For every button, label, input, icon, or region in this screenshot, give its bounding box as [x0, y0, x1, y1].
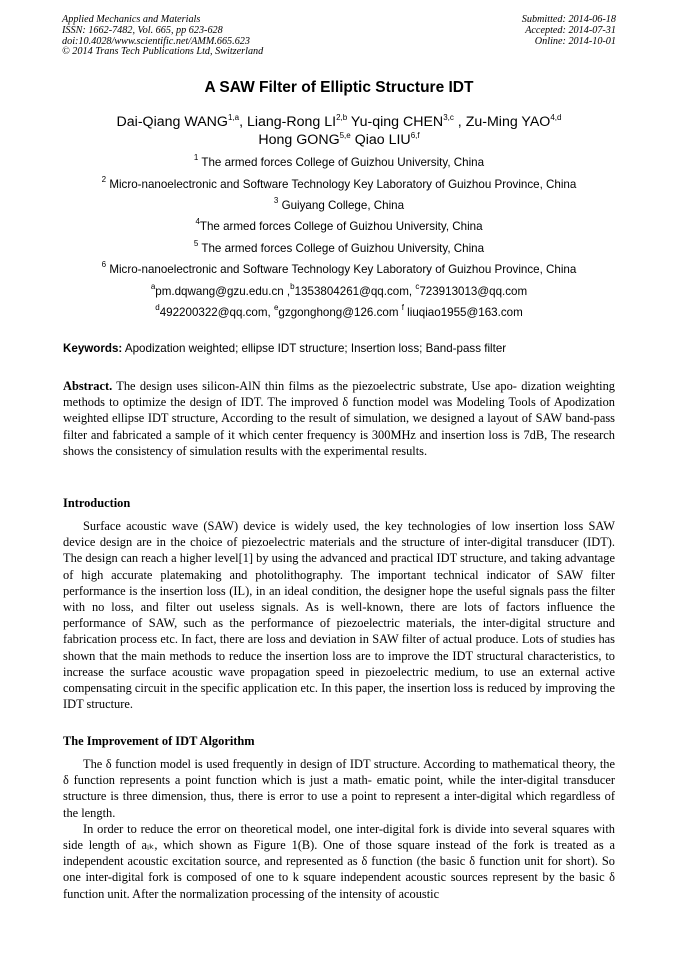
author-affiliation-mark: 2,b: [336, 113, 348, 122]
paper-title: A SAW Filter of Elliptic Structure IDT: [204, 79, 474, 96]
affiliation: $^1$ The armed forces College of Guizhou University, China: [193, 153, 485, 169]
journal-header-right: [522, 15, 616, 47]
author-name: Yu-qing CHEN: [350, 114, 444, 130]
affiliation: $^6$ Micro-nanoelectronic and Software Technology Key Laboratory of Guizhou Province, China: [101, 260, 577, 276]
paragraph: In order to reduce the error on theoretical model, one inter-digital fork is divide into several squares with side length of aᵢₖ, which shown as Figure 1(B). One of those square instead of the fork is treated as a independent acoustic excitation source, and represented as δ function (the basic δ function unit for short). So one inter-digital fork is composed of one to k square independent acoustic sources represent by the basic δ function unit. After the normalization processing of the intensity of acoustic: [63, 821, 615, 901]
author-name: Zu-Ming YAO: [465, 114, 551, 130]
journal-copyright: © 2014 Trans Tech Publications Ltd, Switzerland: [62, 46, 264, 58]
author-list: [0, 113, 678, 149]
author-affiliation-mark: 6,f: [410, 131, 420, 140]
affiliation: $^3$ Guiyang College, China: [273, 196, 405, 212]
email-link[interactable]: gzgonghong@126.com: [278, 306, 402, 319]
author-affiliation-mark: 3,c: [443, 113, 454, 122]
email-link[interactable]: pm.dqwang@gzu.edu.cn ,: [155, 285, 291, 298]
introduction-text: [63, 518, 615, 712]
abstract-label: Abstract.: [63, 379, 113, 393]
online-date: Online: 2014-10-01: [534, 35, 616, 47]
improvement-text: [63, 756, 615, 902]
journal-name: Applied Mechanics and Materials: [62, 14, 201, 25]
author-affiliation-mark: 5,e: [339, 131, 351, 140]
abstract: [63, 378, 615, 459]
affiliation: $^4$The armed forces College of Guizhou University, China: [195, 217, 483, 233]
paragraph: Surface acoustic wave (SAW) device is widely used, the key technologies of low insertion loss SAW device design are in the choice of piezoelectric materials and the structure of inter-digital transducer (IDT). The design can reach a higher level[1] by using the advanced and practical IDT structure, and taking advantage of high accurate platemaking and photolithography. The important technical indicator of SAW filter performance is the insertion loss (IL), in an ideal condition, the designer hope the useful signals pass the filter with no loss, and filter out useless signals. As is well-known, there are lots of factors influence the performance of SAW, such as the performance of piezoelectric materials, the inter-digital structure and fabrication process etc. In fact, there are loss and deviation in SAW filter of actual produce. Lots of studies has shown that the main methods to reduce the insertion loss are to improve the IDT structural characteristics, to increase the surface acoustic wave propagation speed in piezoelectric medium, to use an external active compensating circuit in the specific application etc. In this paper, the insertion loss is reduced by improving the IDT structure.: [63, 519, 615, 712]
affiliation: $^5$ The armed forces College of Guizhou University, China: [193, 239, 485, 255]
accepted-date: Accepted: 2014-07-31: [525, 24, 616, 36]
author-line-2: [0, 131, 678, 149]
author-name: Liang-Rong LI: [246, 114, 337, 130]
section-heading-improvement: The Improvement of IDT Algorithm: [63, 734, 255, 748]
journal-header-left: [62, 15, 263, 58]
author-name: Hong GONG: [258, 132, 340, 148]
email-link[interactable]: liuqiao1955@163.com: [403, 306, 523, 319]
author-emails-line-1: $^a$pm.dqwang@gzu.edu.cn ,$^b$1353804261@qq.com, $^c$723913013@qq.com: [150, 282, 528, 298]
author-affiliation-mark: 1,a: [227, 113, 240, 122]
keywords-label: Keywords:: [63, 342, 123, 355]
keywords: [63, 342, 623, 355]
abstract-text: The design uses silicon-AlN thin films as the piezoelectric substrate, Use apo- dization weighting methods to optimize the design of IDT. The improved δ function model was Modeling Tools of Apodization weighted ellipse IDT structure, According to the result of simulation, we designed a layout of SAW band-pass filter and fabricated a sample of it which center frequency is 300MHz and insertion loss is 7dB, The research shows the consistency of simulation results with the experimental results.: [63, 379, 615, 458]
affiliation: $^2$ Micro-nanoelectronic and Software Technology Key Laboratory of Guizhou Province, China: [101, 175, 577, 191]
author-name: Qiao LIU: [354, 132, 411, 148]
journal-issn: ISSN: 1662-7482, Vol. 665, pp 623-628: [62, 24, 223, 36]
paragraph: The δ function model is used frequently in design of IDT structure. According to mathematical theory, the δ function represents a point function which is just a math- ematic point, while the inter-digital transducer structure is three dimension, thus, there is error to use a point to represent a inter-digital which regardless of the length.: [63, 757, 615, 820]
keywords-text: Apodization weighted; ellipse IDT structure; Insertion loss; Band-pass filter: [122, 342, 507, 355]
author-emails-line-2: $^d$492200322@qq.com, $^e$gzgonghong@126.com $^f$ liuqiao1955@163.com: [155, 303, 523, 319]
email-link[interactable]: 723913013@qq.com: [419, 285, 528, 298]
journal-doi: doi:10.4028/www.scientific.net/AMM.665.623: [62, 35, 250, 47]
email-link[interactable]: 1353804261@qq.com,: [294, 285, 416, 298]
author-name: Dai-Qiang WANG: [116, 114, 228, 130]
submitted-date: Submitted: 2014-06-18: [521, 14, 616, 25]
email-link[interactable]: 492200322@qq.com,: [159, 306, 274, 319]
section-heading-introduction: Introduction: [63, 496, 131, 510]
author-line-1: Dai-Qiang WANG$^{1,a}$, Liang-Rong LI$^{2,b}$ Yu-qing CHEN$^{3,c}$ , Zu-Ming YAO$^{4,d}$: [116, 113, 562, 130]
author-affiliation-mark: 4,d: [550, 113, 562, 122]
